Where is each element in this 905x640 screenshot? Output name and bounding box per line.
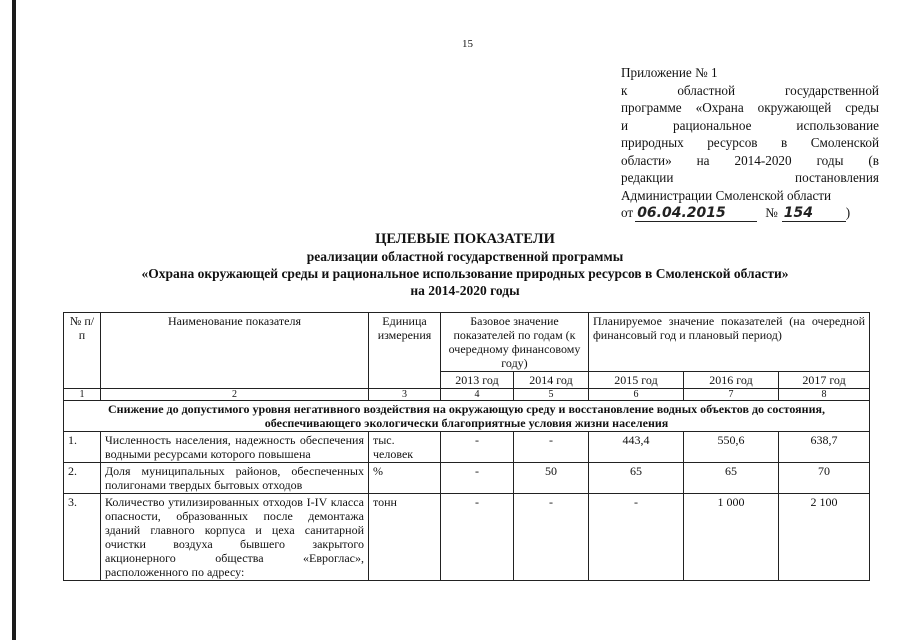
row-value: 443,4 bbox=[589, 432, 684, 463]
row-unit: тыс. человек bbox=[369, 432, 441, 463]
row-value: 70 bbox=[779, 463, 870, 494]
column-number: 1 bbox=[64, 389, 101, 401]
close-paren: ) bbox=[845, 205, 851, 220]
row-value: 50 bbox=[514, 463, 589, 494]
row-number: 1. bbox=[64, 432, 101, 463]
row-value: 638,7 bbox=[779, 432, 870, 463]
table-row bbox=[64, 463, 870, 494]
from-label: от bbox=[621, 205, 634, 220]
indicators-table bbox=[63, 312, 870, 581]
row-indicator-name: Количество утилизированных отходов I-IV класса опасности, образованных после демонтажа зданий главного корпуса и цеха санитарной очистки воздуха бывшего закрытого акционерного общества «Евроглас», расположенного по адресу: bbox=[101, 494, 369, 581]
scan-edge bbox=[12, 0, 16, 640]
column-number: 5 bbox=[514, 389, 589, 401]
appendix-line: Администрации Смоленской области bbox=[621, 187, 832, 203]
appendix-line: Приложение № 1 bbox=[621, 65, 718, 80]
row-value: - bbox=[514, 432, 589, 463]
row-value: 1 000 bbox=[684, 494, 779, 581]
row-unit: тонн bbox=[369, 494, 441, 581]
appendix-line: природных ресурсов в Смоленской bbox=[621, 135, 879, 150]
number-label: № bbox=[765, 205, 778, 220]
row-value: - bbox=[441, 432, 514, 463]
appendix-line: программе «Охрана окружающей среды bbox=[621, 100, 879, 115]
row-value: - bbox=[441, 494, 514, 581]
table-row bbox=[64, 494, 870, 581]
appendix-line: и рациональное использование bbox=[621, 117, 879, 133]
column-number: 8 bbox=[779, 389, 870, 401]
header-planned: Планируемое значение показателей (на очередной финансовый год и плановый период) bbox=[589, 313, 870, 372]
row-value: 550,6 bbox=[684, 432, 779, 463]
resolution-signature-line bbox=[621, 204, 879, 222]
section-row bbox=[64, 401, 870, 432]
row-value: 65 bbox=[684, 463, 779, 494]
title-line-1: ЦЕЛЕВЫЕ ПОКАЗАТЕЛИ bbox=[375, 231, 555, 247]
appendix-line: редакции постановления bbox=[621, 170, 879, 185]
header-year: 2015 год bbox=[589, 372, 684, 389]
header-base: Базовое значение показателей по годам (к очередному финансовому году) bbox=[441, 313, 589, 372]
row-value: - bbox=[441, 463, 514, 494]
header-name: Наименование показателя bbox=[101, 313, 369, 389]
header-year: 2014 год bbox=[514, 372, 589, 389]
row-unit: % bbox=[369, 463, 441, 494]
header-row bbox=[64, 313, 870, 372]
row-value: 2 100 bbox=[779, 494, 870, 581]
row-indicator-name: Численность населения, надежность обеспечения водными ресурсами которого повышена bbox=[101, 432, 369, 463]
handwritten-number: 154 bbox=[782, 206, 846, 222]
header-num: № п/п bbox=[64, 313, 101, 389]
section-title: Снижение до допустимого уровня негативного воздействия на окружающую среду и восстановление водных объектов до состояния, обеспечивающего экологически благоприятные условия жизни населения bbox=[64, 401, 870, 432]
title-line-2: реализации областной государственной программы bbox=[306, 249, 624, 264]
row-indicator-name: Доля муниципальных районов, обеспеченных полигонами твердых бытовых отходов bbox=[101, 463, 369, 494]
row-number: 3. bbox=[64, 494, 101, 581]
handwritten-date: 06.04.2015 bbox=[635, 206, 757, 222]
column-number: 3 bbox=[369, 389, 441, 401]
document-title bbox=[60, 230, 870, 299]
appendix-block bbox=[621, 64, 879, 222]
column-number: 6 bbox=[589, 389, 684, 401]
column-number: 2 bbox=[101, 389, 369, 401]
header-year: 2017 год bbox=[779, 372, 870, 389]
column-number: 7 bbox=[684, 389, 779, 401]
header-unit: Единица измерения bbox=[369, 313, 441, 389]
header-year: 2013 год bbox=[441, 372, 514, 389]
title-line-4: на 2014-2020 годы bbox=[410, 283, 520, 298]
row-value: - bbox=[514, 494, 589, 581]
table-row bbox=[64, 432, 870, 463]
row-value: 65 bbox=[589, 463, 684, 494]
header-year: 2016 год bbox=[684, 372, 779, 389]
row-value: - bbox=[589, 494, 684, 581]
appendix-line: к областной государственной bbox=[621, 82, 879, 98]
title-line-3: «Охрана окружающей среды и рациональное использование природных ресурсов в Смоленской области» bbox=[141, 266, 789, 281]
page-number: 15 bbox=[462, 38, 473, 50]
column-number-row bbox=[64, 389, 870, 401]
column-number: 4 bbox=[441, 389, 514, 401]
appendix-line: области» на 2014-2020 годы (в bbox=[621, 152, 879, 168]
row-number: 2. bbox=[64, 463, 101, 494]
